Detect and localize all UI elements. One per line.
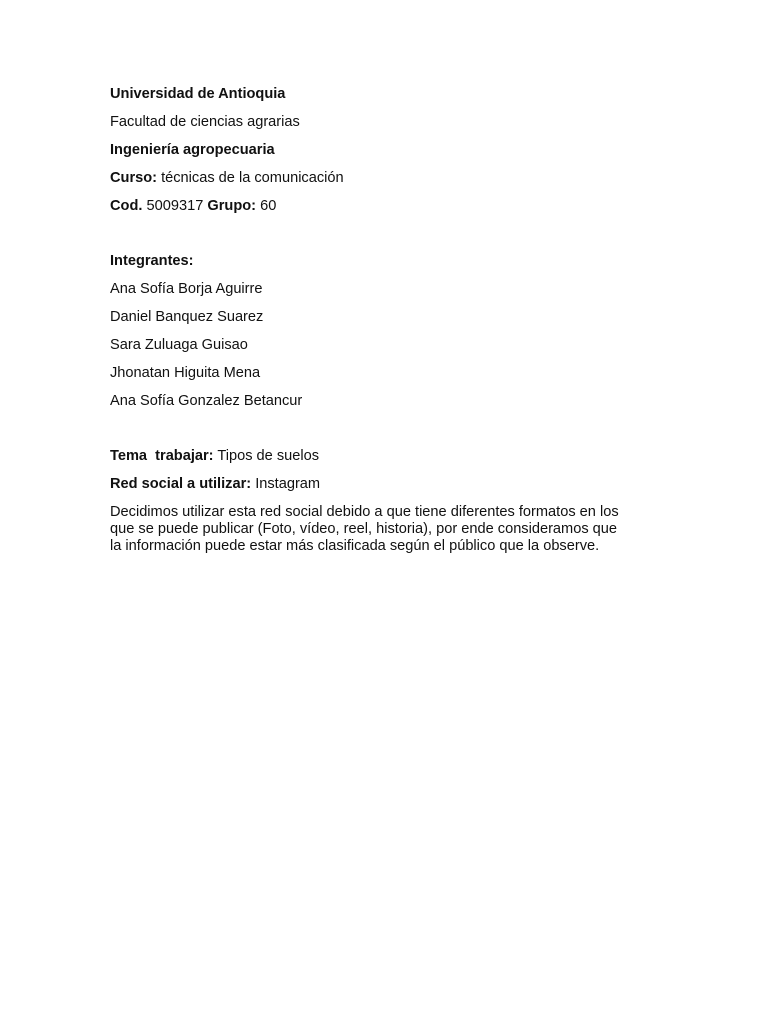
network-value: Instagram bbox=[255, 476, 321, 492]
topic-line bbox=[110, 448, 670, 465]
member-name: Daniel Banquez Suarez bbox=[110, 309, 264, 325]
code-group-line bbox=[110, 198, 670, 215]
network-line bbox=[110, 476, 670, 493]
course-label: Curso: bbox=[110, 170, 158, 186]
justification-line: Decidimos utilizar esta red social debido a que tiene diferentes formatos en los bbox=[110, 504, 619, 520]
spacer bbox=[110, 226, 670, 253]
member-name: Sara Zuluaga Guisao bbox=[110, 337, 248, 353]
university-name: Universidad de Antioquia bbox=[110, 86, 286, 102]
justification-line: que se puede publicar (Foto, vídeo, reel, historia), por ende consideramos que bbox=[110, 521, 618, 537]
program-name: Ingeniería agropecuaria bbox=[110, 142, 275, 158]
course-value: técnicas de la comunicación bbox=[161, 170, 344, 186]
group-value: 60 bbox=[260, 198, 277, 214]
members-label: Integrantes: bbox=[110, 253, 194, 269]
topic-value: Tipos de suelos bbox=[217, 448, 320, 464]
code-value: 5009317 bbox=[146, 198, 204, 214]
justification-line: la información puede estar más clasificada según el público que la observe. bbox=[110, 538, 600, 554]
code-label: Cod. bbox=[110, 198, 143, 214]
network-label: Red social a utilizar: bbox=[110, 476, 252, 492]
faculty-name: Facultad de ciencias agrarias bbox=[110, 114, 300, 130]
member-name: Ana Sofía Gonzalez Betancur bbox=[110, 393, 303, 409]
course-line bbox=[110, 170, 670, 187]
document-body bbox=[110, 86, 670, 555]
member-name: Jhonatan Higuita Mena bbox=[110, 365, 261, 381]
spacer bbox=[110, 421, 670, 448]
topic-label: Tema trabajar: bbox=[110, 448, 214, 464]
group-label: Grupo: bbox=[207, 198, 257, 214]
justification-paragraph bbox=[110, 504, 670, 555]
member-name: Ana Sofía Borja Aguirre bbox=[110, 281, 263, 297]
